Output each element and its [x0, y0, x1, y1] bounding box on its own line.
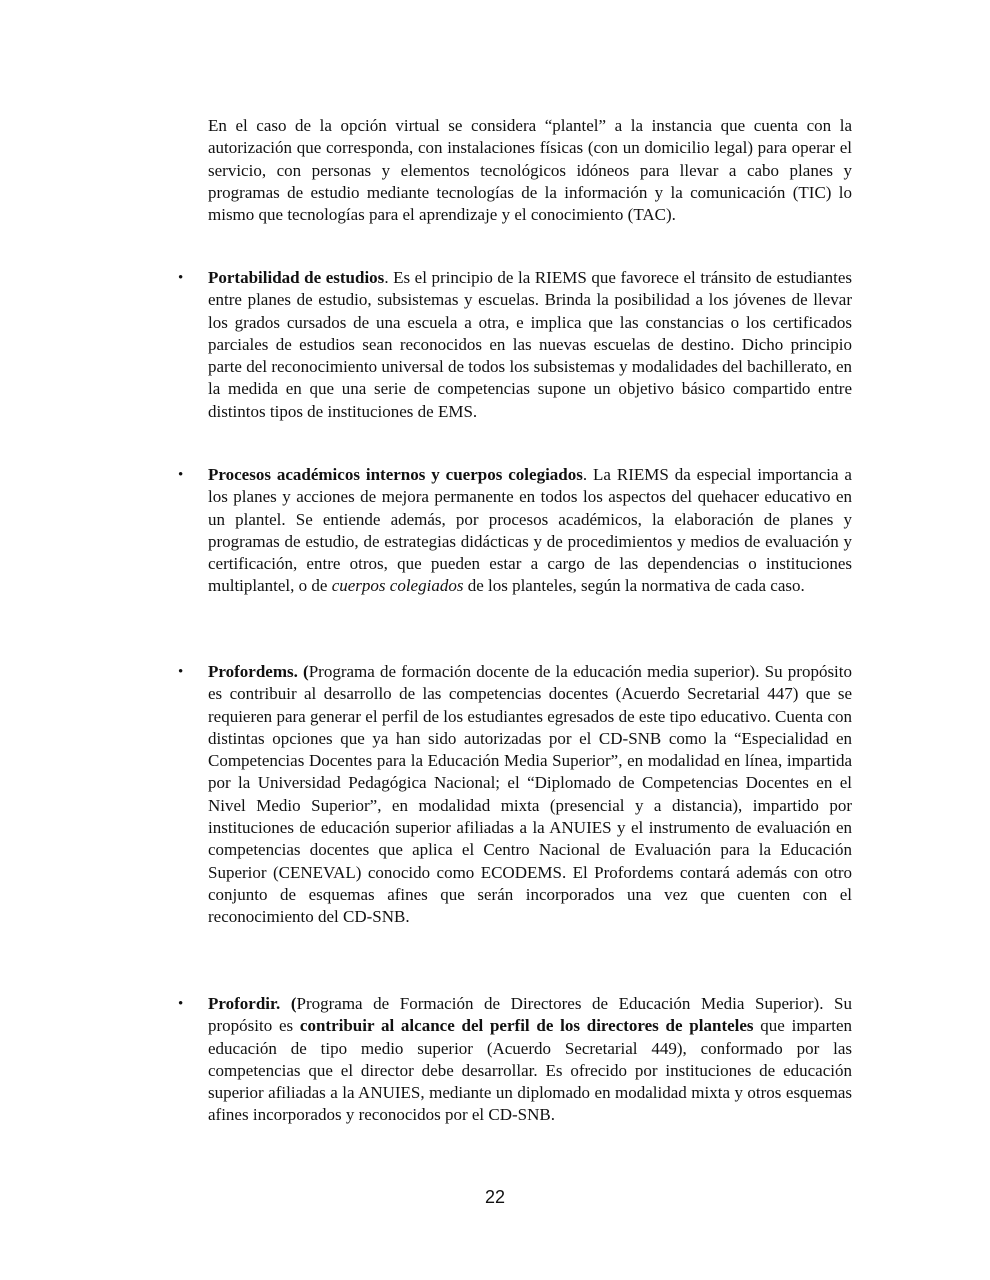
list-item-procesos: [178, 464, 852, 598]
definition: Programa de formación docente de la educación media superior). Su propósito es contribuir al desarrollo de las competencias docentes (Acuerdo Secretarial 447) que se requieren para generar el perfil de los estudiantes egresados de este tipo educativo. Cuenta con distintas opciones que ya han sido autorizadas por el CD-SNB como la “Especialidad en Competencias Docentes para la Educación Media Superior”, en modalidad en línea, impartida por la Universidad Pedagógica Nacional; el “Diplomado de Competencias Docentes en el Nivel Medio Superior”, en modalidad mixta (presencial y a distancia), impartido por instituciones de educación superior afiliadas a la ANUIES y el instrumento de evaluación en competencias docentes que aplica el Centro Nacional de Evaluación para la Educación Superior (CENEVAL) conocido como ECODEMS. El Profordems contará además con otro conjunto de esquemas afines que serán incorporados una vez que cuenten con el reconocimiento del CD-SNB.: [208, 662, 852, 927]
term: Portabilidad de estudios: [208, 268, 385, 287]
definition: . Es el principio de la RIEMS que favorece el tránsito de estudiantes entre planes de estudio, subsistemas y escuelas. Brinda la posibilidad a los jóvenes de llevar los grados cursados de una escuela a otra, e implica que las constancias o los certificados parciales de estudios sean reconocidos en las nuevas escuelas de destino. Dicho principio parte del reconocimiento universal de todos los subsistemas y modalidades del bachillerato, en la medida en que una serie de competencias supone un objetivo básico compartido entre distintos tipos de instituciones de EMS.: [208, 268, 852, 421]
list-item-profordir: [178, 993, 853, 1127]
term: Profordems. (: [208, 662, 309, 681]
bold-phrase: contribuir al alcance del perfil de los directores de planteles: [299, 1016, 754, 1036]
list-item-portabilidad: [178, 267, 852, 423]
bullet-icon: •: [178, 467, 184, 483]
intro-paragraph: En el caso de la opción virtual se considera “plantel” a la instancia que cuenta con la autorización que corresponda, con instalaciones físicas (con un domicilio legal) para operar el servicio, con personas y elementos tecnológicos idóneos para llevar a cabo planes y programas de estudio mediante tecnologías de la información y la comunicación (TIC) lo mismo que tecnologías para el aprendizaje y el conocimiento (TAC).: [208, 116, 852, 225]
page-number: 22: [484, 1187, 506, 1207]
bullet-icon: •: [178, 270, 184, 286]
term: Profordir. (: [208, 994, 297, 1013]
definition-end: que imparten educación de tipo medio superior (Acuerdo Secretarial 449), conformado por las competencias que el director debe desarrollar. Es ofrecido por instituciones de educación superior afiliadas a la ANUIES, mediante un diplomado en modalidad mixta y otros esquemas afines incorporados y reconocidos por el CD-SNB.: [208, 1016, 853, 1125]
definition: . La RIEMS da especial importancia a los planes y acciones de mejora permanente en todos los aspectos del quehacer educativo en un plantel. Se entiende además, por procesos académicos, la elaboración de planes y programas de estudio, de estrategias didácticas y de procedimientos y medios de evaluación y certificación, entre otros, que pueden estar a cargo de las dependencias o instituciones multiplantel, o de: [208, 465, 852, 596]
term: Procesos académicos internos y cuerpos colegiados: [208, 465, 583, 484]
italic-term: cuerpos colegiados: [331, 576, 464, 596]
bullet-icon: •: [178, 996, 184, 1012]
list-item-profordems: [178, 661, 852, 929]
bullet-icon: •: [178, 664, 184, 680]
definition-end: de los planteles, según la normativa de cada caso.: [463, 576, 805, 596]
definition: Programa de Formación de Directores de Educación Media Superior). Su propósito es: [208, 994, 853, 1036]
